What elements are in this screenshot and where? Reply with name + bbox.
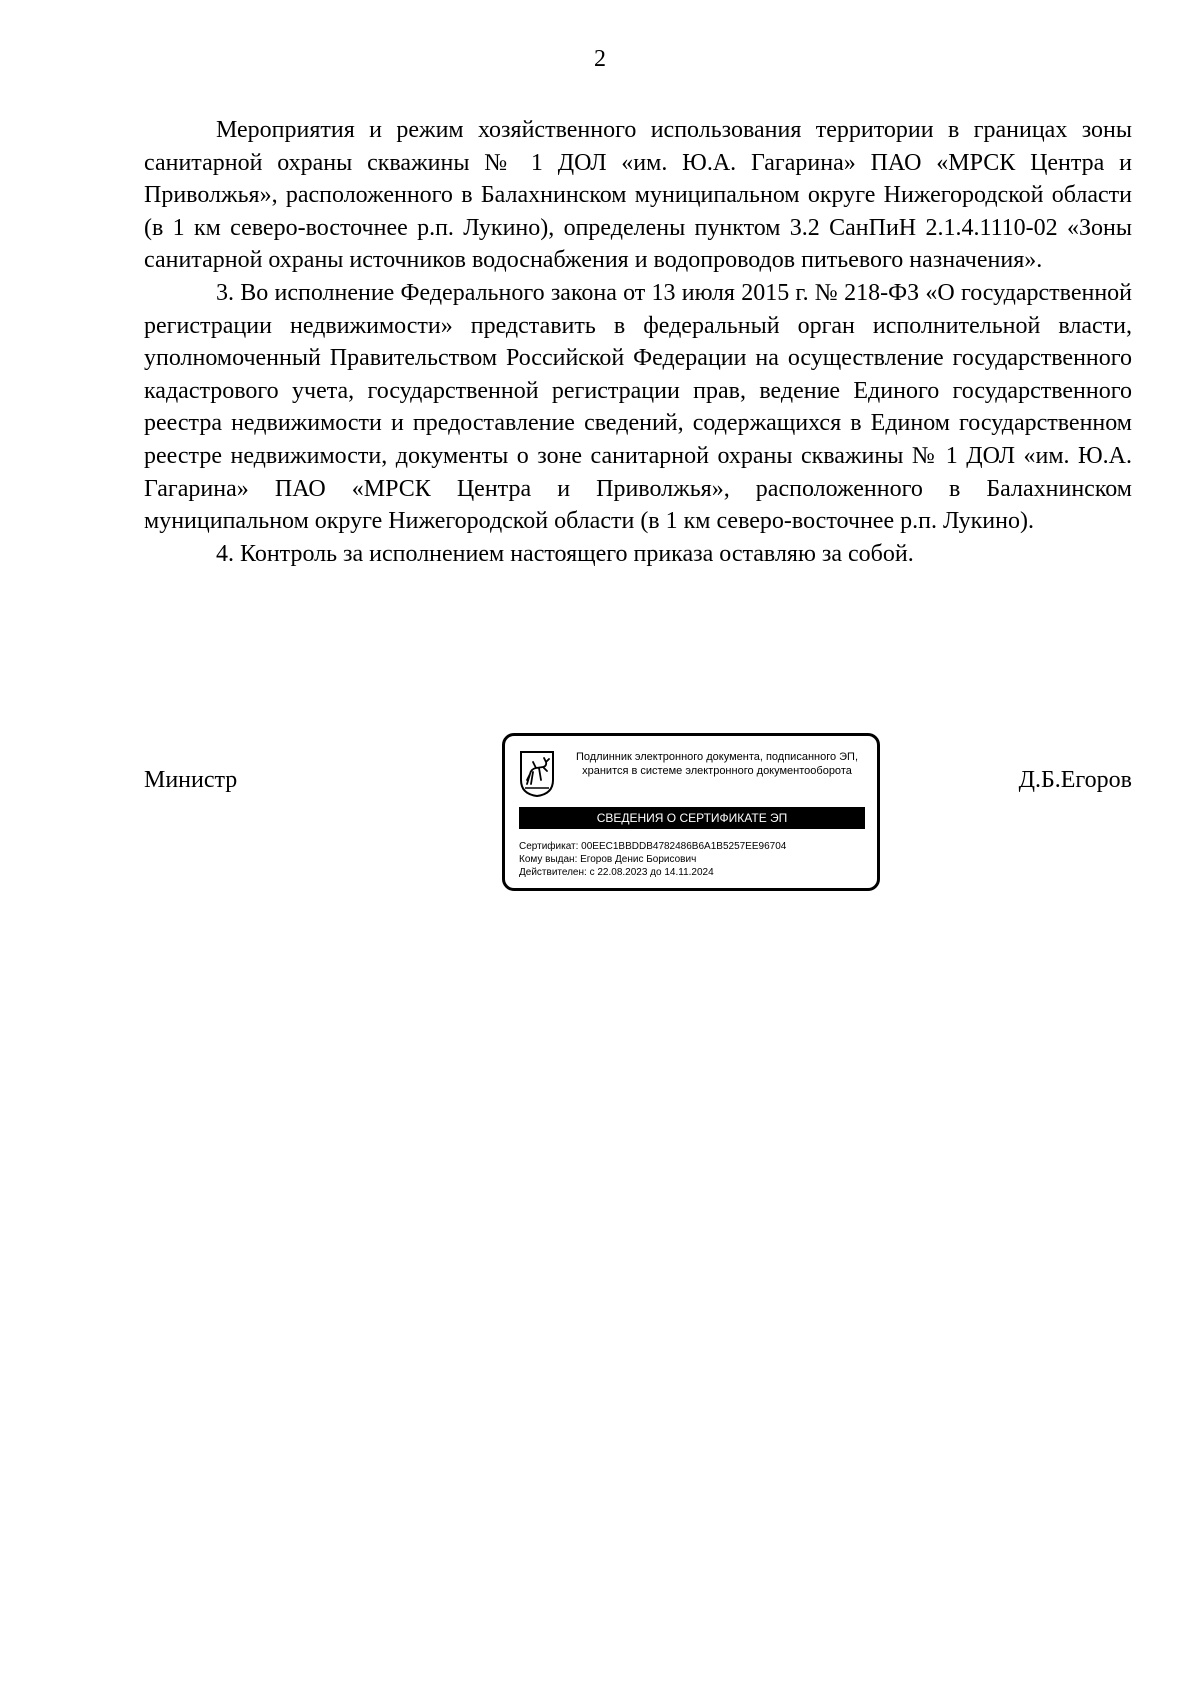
signatory-title: Министр: [144, 767, 238, 793]
paragraph-item-3: 3. Во исполнение Федерального закона от 13 июля 2015 г. № 218-ФЗ «О государственной регистрации недвижимости» представить в федеральный орган исполнительной власти, уполномоченный Правительством Российской Федерации на осуществление государственного кадастрового учета, государственной регистрации прав, ведение Единого государственного реестра недвижимости и предоставление сведений, содержащихся в Едином государственном реестре недвижимости, документы о зоне санитарной охраны скважины № 1 ДОЛ «им. Ю.А. Гагарина» ПАО «МРСК Центра и Приволжья», расположенного в Балахнинском муниципальном округе Нижегородской области (в 1 км северо-восточнее р.п. Лукино).: [144, 279, 1132, 535]
paragraph-zone-regime: Мероприятия и режим хозяйственного использования территории в границах зоны санитарной охраны скважины № 1 ДОЛ «им. Ю.А. Гагарина» ПАО «МРСК Центра и Приволжья», расположенного в Балахнинском муниципальном округе Нижегородской области (в 1 км северо-восточнее р.п. Лукино), определены пунктом 3.2 СанПиН 2.1.4.1110-02 «Зоны санитарной охраны источников водоснабжения и водопроводов питьевого назначения».: [144, 117, 1132, 274]
signature-block: [144, 733, 1132, 893]
stamp-details: [519, 840, 869, 879]
signatory-name: Д.Б.Егоров: [1018, 767, 1132, 793]
stamp-header-line1: Подлинник электронного документа, подписанного ЭП,: [575, 751, 859, 763]
stamp-certificate-bar: СВЕДЕНИЯ О СЕРТИФИКАТЕ ЭП: [519, 807, 865, 829]
emblem-icon: [519, 750, 555, 798]
certificate-number: Сертификат: 00EEC1BBDDB4782486B6A1B5257EE96704: [519, 841, 787, 852]
stamp-header-line2: хранится в системе электронного документооборота: [582, 765, 852, 777]
stamp-header: [561, 750, 873, 778]
certificate-validity: Действителен: с 22.08.2023 до 14.11.2024: [519, 867, 714, 878]
paragraph-item-4: 4. Контроль за исполнением настоящего приказа оставляю за собой.: [216, 540, 914, 567]
certificate-owner: Кому выдан: Егоров Денис Борисович: [519, 854, 697, 865]
electronic-signature-stamp: [502, 733, 880, 891]
document-body: [144, 114, 1132, 570]
page-number: 2: [594, 46, 606, 72]
